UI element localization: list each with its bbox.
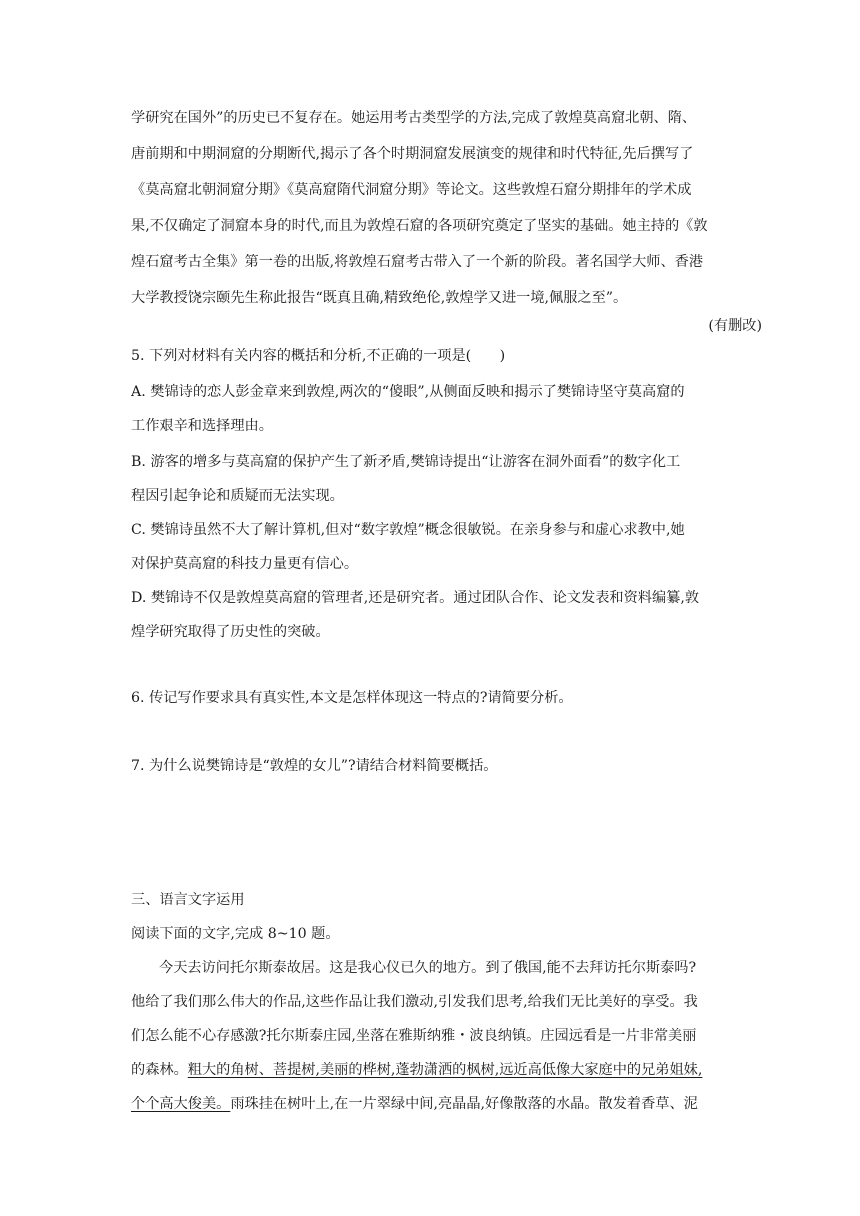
reading-line: 们怎么能不心存感激?托尔斯泰庄园,坐落在雅斯纳雅・波良纳镇。庄园远看是一片非常美丽 xyxy=(131,1028,697,1044)
section-heading: 三、语言文字运用 xyxy=(131,892,245,908)
option-d-line: 煌学研究取得了历史性的突破。 xyxy=(131,624,330,640)
option-c-line: 对保护莫高窟的科技力量更有信心。 xyxy=(131,556,359,572)
option-b-line: B. 游客的增多与莫高窟的保护产生了新矛盾,樊锦诗提出“让游客在洞外面看”的数字化工 xyxy=(131,454,681,470)
reading-line: 他给了我们那么伟大的作品,这些作品让我们激动,引发我们思考,给我们无比美好的享受。我 xyxy=(131,994,698,1010)
underlined-sentence: 个个高大俊美。 xyxy=(131,1096,231,1112)
underlined-sentence: 粗大的角树、菩提树,美丽的桦树,蓬勃潇洒的枫树,远近高低像大家庭中的兄弟姐妹, xyxy=(187,1062,703,1078)
option-c-line: C. 樊锦诗虽然不大了解计算机,但对“数字敦煌”概念很敏锐。在亲身参与和虚心求教中,她 xyxy=(131,522,685,538)
reading-text: 的森林。 xyxy=(131,1062,188,1078)
question-5-stem: 5. 下列对材料有关内容的概括和分析,不正确的一项是( ) xyxy=(131,348,506,364)
question-6: 6. 传记写作要求具有真实性,本文是怎样体现这一特点的?请简要分析。 xyxy=(131,690,573,706)
section-instruction: 阅读下面的文字,完成 8~10 题。 xyxy=(131,926,340,942)
reading-line xyxy=(131,1094,771,1114)
option-a-line: A. 樊锦诗的恋人彭金章来到敦煌,两次的“傻眼”,从侧面反映和揭示了樊锦诗坚守莫高窟的 xyxy=(131,384,685,400)
option-b-line: 程因引起争论和质疑而无法实现。 xyxy=(131,488,344,504)
edit-note: (有删改) xyxy=(708,318,762,334)
passage-line: 果,不仅确定了洞窟本身的时代,而且为敦煌石窟的各项研究奠定了坚实的基础。她主持的《敦 xyxy=(131,218,708,234)
reading-line xyxy=(131,1060,771,1080)
option-a-line: 工作艰辛和选择理由。 xyxy=(131,418,273,434)
reading-line: 今天去访问托尔斯泰故居。这是我心仪已久的地方。到了俄国,能不去拜访托尔斯泰吗? xyxy=(159,960,697,976)
passage-line: 大学教授饶宗颐先生称此报告“既真且确,精致绝伦,敦煌学又进一境,佩服之至”。 xyxy=(131,290,628,306)
option-d-line: D. 樊锦诗不仅是敦煌莫高窟的管理者,还是研究者。通过团队合作、论文发表和资料编纂,敦 xyxy=(131,590,700,606)
passage-line: 唐前期和中期洞窟的分期断代,揭示了各个时期洞窟发展演变的规律和时代特征,先后撰写了 xyxy=(131,146,694,162)
passage-line: 学研究在国外”的历史已不复存在。她运用考古类型学的方法,完成了敦煌莫高窟北朝、隋、 xyxy=(131,110,697,126)
passage-line: 煌石窟考古全集》第一卷的出版,将敦煌石窟考古带入了一个新的阶段。著名国学大师、香港 xyxy=(131,254,704,270)
question-7: 7. 为什么说樊锦诗是“敦煌的女儿”?请结合材料简要概括。 xyxy=(131,758,498,774)
passage-line: 《莫高窟北朝洞窟分期》《莫高窟隋代洞窟分期》等论文。这些敦煌石窟分期排年的学术成 xyxy=(131,182,692,198)
reading-text: 雨珠挂在树叶上,在一片翠绿中间,亮晶晶,好像散落的水晶。散发着香草、泥 xyxy=(230,1096,698,1112)
